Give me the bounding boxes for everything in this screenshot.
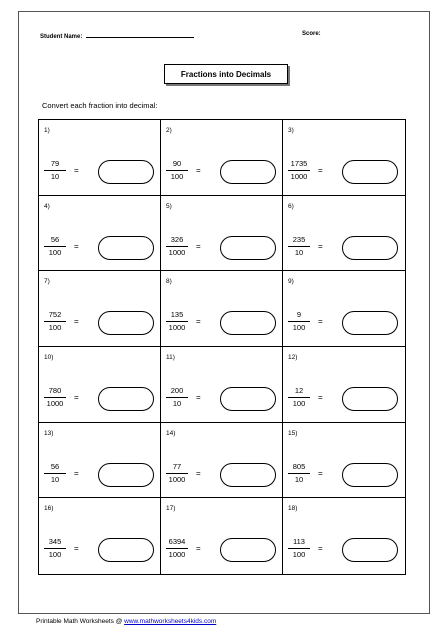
numerator: 56 [50,461,60,471]
problem-cell [39,120,161,196]
numerator: 780 [48,385,62,395]
answer-box[interactable] [220,387,276,411]
instructions: Convert each fraction into decimal: [42,101,158,110]
answer-box[interactable] [342,236,398,260]
problem-number: 18) [288,505,298,513]
student-name-label: Student Name: [40,34,83,40]
answer-box[interactable] [342,387,398,411]
problem-number: 17) [166,505,176,513]
worksheet-title: Fractions into Decimals [164,64,288,84]
fraction-bar [166,321,188,322]
problem-number: 1) [44,127,50,134]
answer-box[interactable] [98,538,154,562]
problem-number: 3) [288,127,294,134]
equals-sign: = [196,317,201,327]
equals-sign: = [74,317,79,327]
problem-cell [283,120,405,196]
fraction [288,462,310,485]
answer-box[interactable] [220,538,276,562]
numerator: 77 [172,461,182,471]
fraction-bar [288,548,310,549]
problem-number: 12) [288,353,298,361]
fraction [166,159,188,182]
denominator: 1000 [46,398,64,408]
numerator: 113 [293,537,305,547]
fraction-bar [44,170,66,171]
problem-cell [161,120,283,196]
fraction [288,310,310,333]
fraction-bar [44,246,66,247]
fraction [44,159,66,182]
fraction-bar [166,397,188,398]
fraction [166,462,188,485]
fraction [44,537,66,560]
fraction [288,537,310,560]
fraction [44,462,66,485]
problem-cell [39,423,161,499]
problem-cell [39,498,161,574]
numerator: 12 [294,385,304,395]
answer-box[interactable] [342,160,398,184]
denominator: 100 [292,323,306,333]
denominator: 10 [294,474,304,484]
fraction-bar [166,548,188,549]
equals-sign: = [196,468,201,478]
fraction-bar [166,170,188,171]
problem-cell [39,196,161,272]
answer-box[interactable] [220,463,276,487]
denominator: 100 [48,247,62,257]
answer-box[interactable] [342,311,398,335]
denominator: 10 [294,247,304,257]
denominator: 100 [48,323,62,333]
fraction [44,235,66,258]
problem-number: 5) [166,202,172,210]
denominator: 1000 [290,172,308,181]
fraction [288,386,310,409]
problem-cell [39,347,161,423]
numerator: 6394 [168,537,186,547]
fraction-bar [166,473,188,474]
answer-box[interactable] [220,160,276,184]
problem-cell [161,498,283,574]
footer-text: Printable Math Worksheets @ [36,618,125,625]
numerator: 805 [292,461,306,471]
problem-cell [283,347,405,423]
equals-sign: = [318,166,323,175]
fraction-bar [288,397,310,398]
problem-cell [283,271,405,347]
denominator: 1000 [168,247,186,257]
fraction [288,159,310,182]
fraction-bar [44,397,66,398]
problem-cell [161,271,283,347]
problem-number: 2) [166,127,172,134]
answer-box[interactable] [220,311,276,335]
fraction-bar [44,321,66,322]
answer-box[interactable] [98,463,154,487]
problem-cell [161,196,283,272]
fraction-bar [288,321,310,322]
denominator: 100 [170,172,184,181]
numerator: 135 [170,310,184,320]
student-name-field [40,31,194,40]
problem-number: 11) [166,353,175,361]
equals-sign: = [74,166,79,175]
score-label: Score: [302,31,321,37]
equals-sign: = [318,468,323,478]
equals-sign: = [196,544,201,554]
answer-box[interactable] [98,236,154,260]
footer [36,618,216,625]
numerator: 235 [292,234,306,244]
problem-cell [283,498,405,574]
equals-sign: = [74,468,79,478]
problem-number: 7) [44,278,50,286]
problem-cell [39,271,161,347]
numerator: 200 [170,385,184,395]
problem-cell [283,196,405,272]
fraction [166,537,188,560]
problem-number: 16) [44,505,54,513]
denominator: 10 [172,398,182,408]
equals-sign: = [318,544,323,554]
fraction [166,386,188,409]
equals-sign: = [318,317,323,327]
numerator: 56 [50,234,60,244]
problem-number: 6) [288,202,294,210]
fraction-bar [166,246,188,247]
denominator: 100 [292,550,306,560]
denominator: 1000 [168,550,186,560]
problem-cell [283,423,405,499]
student-name-blank[interactable] [86,31,194,38]
problem-number: 13) [44,429,54,437]
answer-box[interactable] [220,236,276,260]
numerator: 1735 [290,159,308,168]
equals-sign: = [318,392,323,402]
answer-box[interactable] [342,463,398,487]
problem-number: 15) [288,429,298,437]
answer-box[interactable] [98,311,154,335]
footer-link[interactable]: www.mathworksheets4kids.com [124,618,217,625]
fraction-bar [288,246,310,247]
equals-sign: = [196,166,201,175]
denominator: 100 [48,550,62,560]
denominator: 10 [50,474,60,484]
equals-sign: = [318,241,323,251]
equals-sign: = [74,544,79,554]
answer-box[interactable] [342,538,398,562]
equals-sign: = [196,392,201,402]
denominator: 1000 [168,323,186,333]
fraction [288,235,310,258]
numerator: 9 [296,310,302,320]
fraction-bar [44,473,66,474]
problem-number: 9) [288,278,294,286]
numerator: 345 [48,537,62,547]
answer-box[interactable] [98,160,154,184]
numerator: 326 [170,234,184,244]
answer-box[interactable] [98,387,154,411]
fraction-bar [288,473,310,474]
problem-number: 10) [44,353,54,361]
denominator: 1000 [168,474,186,484]
fraction [44,310,66,333]
problem-number: 14) [166,429,176,437]
fraction-bar [288,170,310,171]
problem-grid [38,119,406,575]
fraction [166,310,188,333]
fraction-bar [44,548,66,549]
numerator: 752 [48,310,62,320]
problem-number: 8) [166,278,172,286]
equals-sign: = [196,241,201,251]
fraction [166,235,188,258]
equals-sign: = [74,241,79,251]
problem-cell [161,423,283,499]
problem-number: 4) [44,202,50,210]
denominator: 10 [50,172,60,181]
fraction [44,386,66,409]
problem-cell [161,347,283,423]
denominator: 100 [292,398,306,408]
equals-sign: = [74,392,79,402]
numerator: 79 [50,159,60,168]
numerator: 90 [172,159,182,168]
